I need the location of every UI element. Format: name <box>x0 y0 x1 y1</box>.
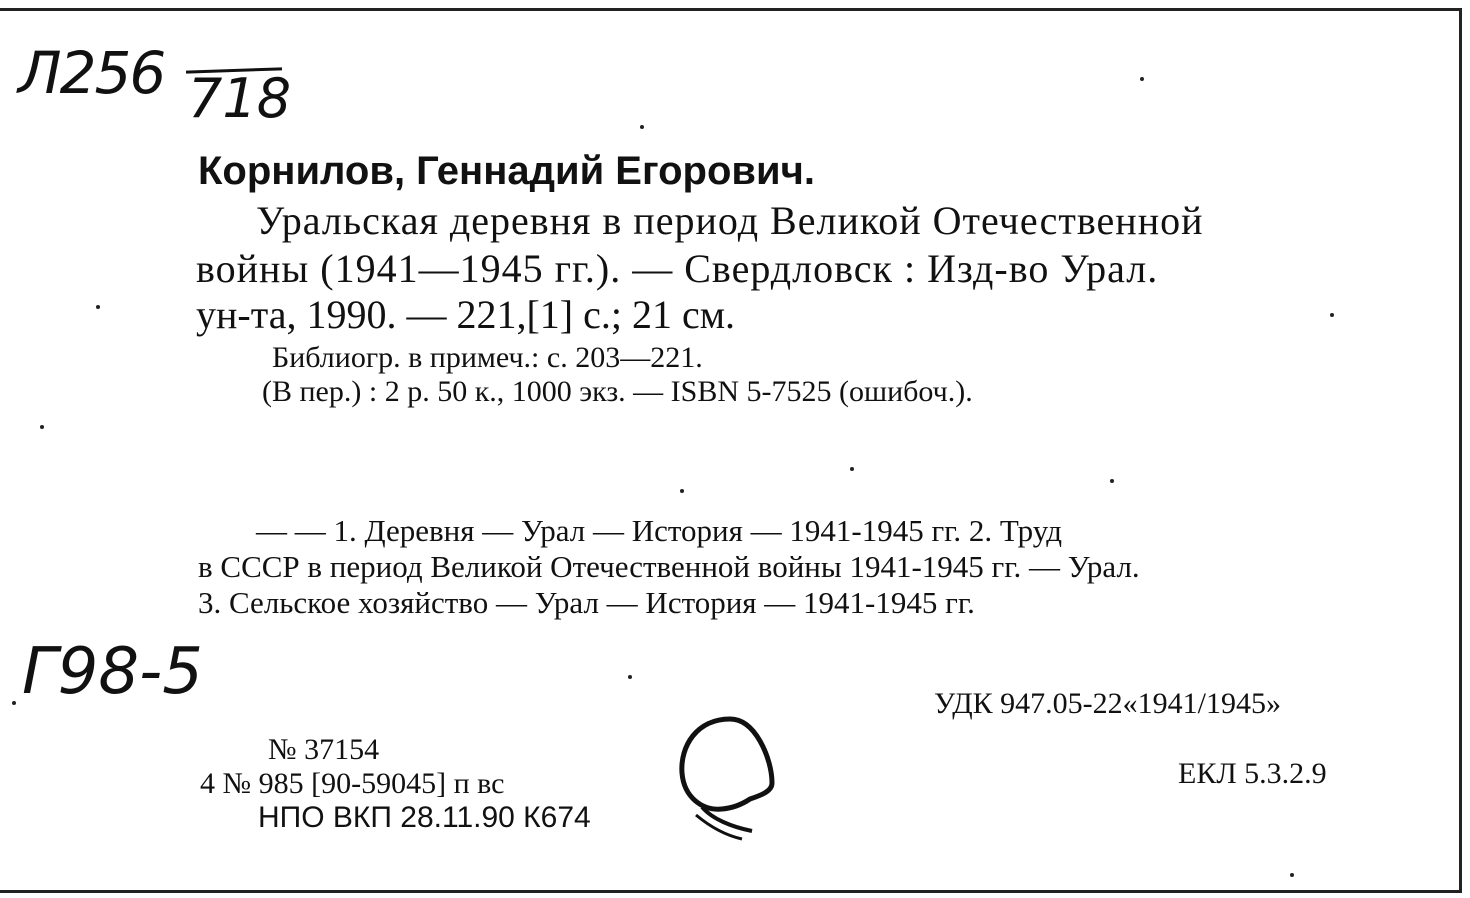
subject-line-3: 3. Сельское хозяйство — Урал — История — 1941-1945 гг. <box>198 585 975 620</box>
shelf-mark-handwritten: Г98-5 <box>22 635 203 709</box>
speck <box>850 467 854 471</box>
speck <box>628 675 632 679</box>
title-line-3: ун-та, 1990. — 221,[1] с.; 21 см. <box>196 292 736 337</box>
card-number: № 37154 <box>268 733 380 766</box>
speck <box>40 425 44 429</box>
cipher-number-handwritten: 718 <box>188 67 292 130</box>
printer-imprint: НПО ВКП 28.11.90 К674 <box>258 801 591 834</box>
ekl-code: ЕКЛ 5.3.2.9 <box>1178 757 1327 790</box>
speck <box>12 701 16 705</box>
catalog-card <box>0 8 1462 893</box>
udk-code: УДК 947.05-22«1941/1945» <box>934 687 1282 720</box>
order-number: 4 № 985 [90-59045] п вс <box>200 767 505 800</box>
speck <box>680 489 684 493</box>
title-line-2: войны (1941—1945 гг.). — Свердловск : Изд-во Урал. <box>196 246 1159 291</box>
speck <box>1330 313 1334 317</box>
subject-line-2: в СССР в период Великой Отечественной войны 1941-1945 гг. — Урал. <box>198 549 1140 584</box>
subject-line-1: — — 1. Деревня — Урал — История — 1941-1945 гг. 2. Труд <box>256 513 1063 548</box>
hole-punch-mark <box>672 711 792 851</box>
speck <box>640 125 644 129</box>
speck <box>1290 873 1294 877</box>
price-isbn-note: (В пер.) : 2 р. 50 к., 1000 экз. — ISBN 5-7525 (ошибоч.). <box>262 375 973 408</box>
speck <box>96 305 100 309</box>
title-line-1: Уральская деревня в период Великой Отечественной <box>256 198 1204 243</box>
speck <box>1110 479 1114 483</box>
speck <box>1140 77 1144 81</box>
cipher-handwritten: Л256 <box>18 39 165 107</box>
author-heading: Корнилов, Геннадий Егорович. <box>198 149 815 193</box>
bibliography-note: Библиогр. в примеч.: с. 203—221. <box>272 341 703 374</box>
